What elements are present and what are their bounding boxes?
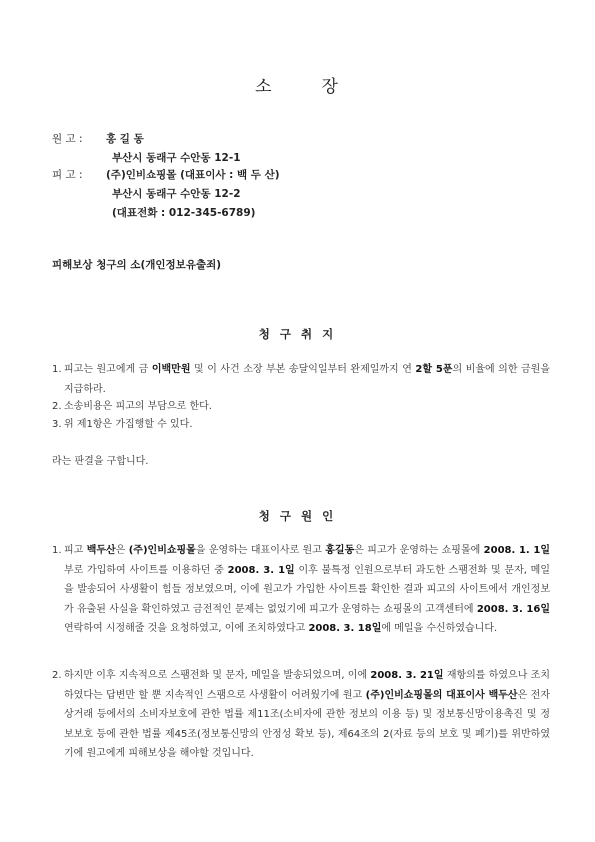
cause-item-2: 2. 하지만 이후 지속적으로 스팸전화 및 문자, 메일을 발송되었으며, 이에 2008. 3. 21일 재항의를 하였으나 조치하였다는 답변만 할 뿐 지속적인 스팸으로 사생활이 어려웠기에 원고 (주)인비쇼핑몰의 대표이사 백두산은 전자상거래 등에서의 소비자보호에 관한 법률 제11조(소비자에 관한 정보의 이용 등) 및 정보통신망이용촉진 및 정보보호 등에 관한 법률 제45조(정보통신망의 안정성 확보 등), 제64조의 2(자료 등의 보호 및 폐기)를 위반하였기에 원고에게 피해보상을 해야할 것입니다. — [52, 666, 550, 764]
claim-number: 3. — [52, 419, 62, 430]
defendant-phone: (대표전화 : 012-345-6789) — [112, 207, 256, 219]
date-second-complaint: 2008. 3. 21일 — [370, 670, 444, 681]
date-reply: 2008. 3. 18일 — [308, 623, 382, 634]
date-joined: 2008. 1. 1일 — [483, 545, 551, 556]
claim-number: 2. — [52, 401, 62, 412]
title-char-1: 소 — [255, 77, 274, 97]
claim-item-3 — [52, 415, 550, 435]
defendant-name: (주)인비쇼핑몰 (대표이사 : 백 두 산) — [106, 169, 280, 181]
cause-number: 1. — [52, 545, 62, 556]
document-title — [0, 72, 595, 97]
plaintiff-address: 부산시 동래구 수안동 12-1 — [112, 152, 241, 164]
claim-item-1: 1. 피고는 원고에게 금 이백만원 및 이 사건 소장 부본 송달익일부터 완제일까지 연 2할 5푼의 비율에 의한 금원을 지급하라. — [52, 360, 550, 399]
cause-item-1: 1. 피고 백두산은 (주)인비쇼핑몰을 운영하는 대표이사로 원고 홍길동은 피고가 운영하는 쇼핑몰에 2008. 1. 1일부로 가입하여 사이트를 이용하던 중 2008. 3. 1일 이후 불특정 인원으로부터 과도한 스팸전화 및 문자, 메일을 발송되어 사생활이 힘들 정보였으며, 이에 원고가 가입한 사이트를 확인한 결과 피고의 사이트에서 개인정보가 유출된 사실을 확인하였고 금전적인 문제는 없었기에 피고가 운영하는 쇼핑몰의 고객센터에 2008. 3. 16일 연락하여 시정해줄 것을 요청하였고, 이에 조치하였다고 2008. 3. 18일에 메일을 수신하였습니다. — [52, 541, 550, 639]
claim-number: 1. — [52, 364, 62, 375]
cause-number: 2. — [52, 670, 62, 681]
date-spam-start: 2008. 3. 1일 — [227, 564, 295, 576]
interest-rate: 2할 5푼 — [415, 364, 453, 375]
case-subject: 피해보상 청구의 소(개인정보유출죄) — [52, 259, 222, 271]
claim-item-2 — [52, 397, 550, 417]
date-contact: 2008. 3. 16일 — [476, 603, 550, 615]
plaintiff-label: 원 고 : — [52, 133, 83, 145]
plaintiff-name-inline: 홍길동 — [325, 545, 355, 556]
company-name: (주)인비쇼핑몰 — [128, 545, 196, 556]
claim-text: 소송비용은 피고의 부담으로 한다. — [64, 401, 212, 412]
claim-heading: 청 구 취 지 — [258, 327, 337, 341]
cause-heading: 청 구 원 인 — [258, 509, 337, 523]
defendant-address: 부산시 동래구 수안동 12-2 — [112, 188, 241, 200]
company-ceo: (주)인비쇼핑몰의 대표이사 백두산 — [365, 689, 518, 701]
defendant-label: 피 고 : — [52, 169, 83, 181]
title-char-2: 장 — [321, 77, 340, 97]
plaintiff-name: 홍 길 동 — [106, 133, 144, 145]
claim-text: 위 제1항은 가집행할 수 있다. — [64, 419, 193, 430]
closing-sentence: 라는 판결을 구합니다. — [52, 456, 149, 467]
claim-amount: 이백만원 — [151, 364, 191, 375]
ceo-name: 백두산 — [86, 545, 116, 556]
